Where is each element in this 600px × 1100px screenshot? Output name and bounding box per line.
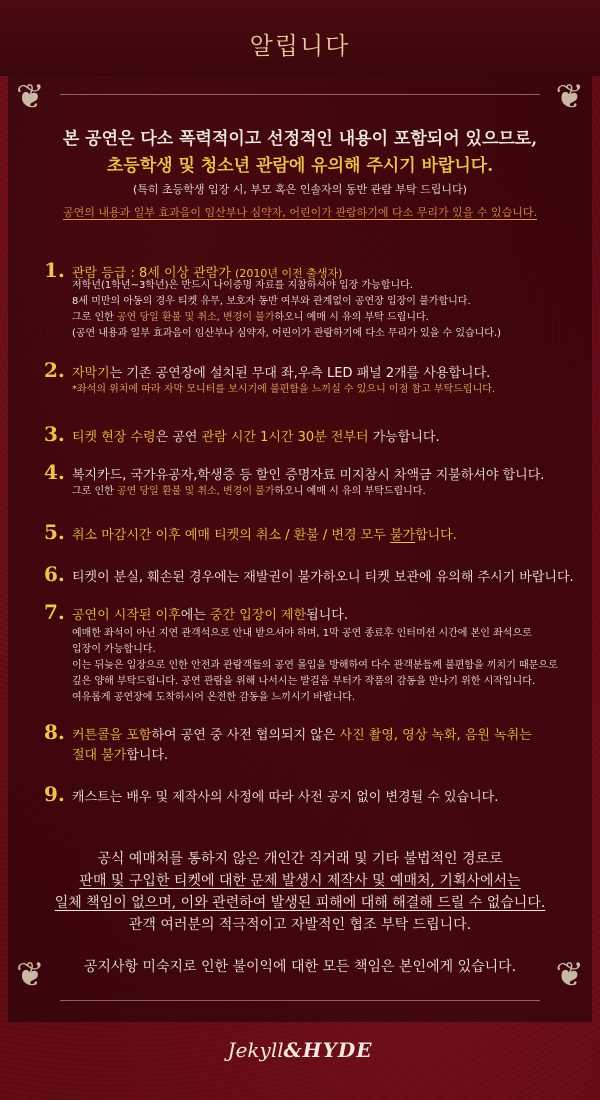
item-detail: 깊은 양해 부탁드립니다. 공연 관람을 위해 나서시는 발걸음 부터가 작품의 감동을 만나기 위한 시작입니다.	[72, 676, 536, 687]
item-number: 7.	[44, 600, 65, 624]
intro-line-1: 본 공연은 다소 폭력적이고 선정적인 내용이 포함되어 있으므로,	[62, 129, 538, 149]
item-detail: 여유롭게 공연장에 도착하시어 온전한 감동을 느끼시기 바랍니다.	[72, 692, 356, 703]
footer-line-3: 일체 책임이 없으며, 이와 관련하여 발생된 피해에 대해 해결해 드릴 수 없습니다.	[54, 895, 546, 911]
footer-line-4: 관객 여러분의 적극적이고 자발적인 협조 부탁 드립니다.	[128, 917, 472, 933]
top-right-ornament-icon: ❦	[555, 77, 584, 117]
item-heading: 복지카드, 국가유공자,학생증 등 할인 증명자료 미지참시 차액금 지불하셔야 합니다.	[72, 468, 545, 483]
header-bar	[0, 0, 600, 76]
item-number: 3.	[44, 422, 65, 446]
item-heading-cont: 절대 불가합니다.	[72, 748, 169, 763]
item-number: 4.	[44, 460, 65, 484]
intro-line-4: 공연의 내용과 일부 효과음이 임산부나 심약자, 어린이가 관람하기에 다소 무리가 있을 수 있습니다.	[63, 206, 537, 219]
page-title: 알립니다	[249, 32, 351, 60]
item-number: 5.	[44, 520, 65, 544]
item-heading: 공연이 시작된 이후에는 중간 입장이 제한됩니다.	[72, 608, 348, 623]
item-detail: 그로 인한 공연 당일 환불 및 취소, 변경이 불가하오니 예매 시 유의 부탁 드립니다.	[72, 312, 429, 323]
top-left-ornament-icon: ❦	[16, 77, 45, 117]
bottom-right-ornament-icon: ❦	[555, 955, 584, 995]
bottom-left-ornament-icon: ❦	[16, 955, 45, 995]
intro-line-2: 초등학생 및 청소년 관람에 유의해 주시기 바랍니다.	[106, 156, 494, 176]
item-number: 9.	[44, 782, 65, 806]
item-number: 1.	[44, 258, 65, 282]
item-heading: 취소 마감시간 이후 예매 티켓의 취소 / 환불 / 변경 모두 불가합니다.	[72, 528, 457, 543]
item-detail: 입장이 가능합니다.	[72, 644, 156, 655]
item-detail: 저학년(1학년~3학년)은 반드시 나이증명 자료를 지참하셔야 입장 가능합니다.	[72, 280, 413, 291]
item-heading: 관람 등급 : 8세 이상 관람가 (2010년 이전 출생자)	[72, 266, 343, 281]
item-heading: 자막기는 기존 공연장에 설치된 무대 좌,우측 LED 패널 2개를 사용합니다.	[72, 366, 491, 381]
intro-line-3: (특히 초등학생 입장 시, 부모 혹은 인솔자의 동반 관람 부탁 드립니다)	[133, 183, 467, 196]
item-heading: 커튼콜을 포함하여 공연 중 사전 협의되지 않은 사진 촬영, 영상 녹화, 음원 녹취는	[72, 728, 532, 743]
footer-line-5: 공지사항 미숙지로 인한 불이익에 대한 모든 책임은 본인에게 있습니다.	[83, 959, 517, 975]
item-detail: (공연 내용과 일부 효과음이 임산부나 심약자, 어린이가 관람하기에 다소 무리가 있을 수 있습니다.)	[72, 328, 502, 339]
item-detail: 예매한 좌석이 아닌 지연 관객석으로 안내 받으셔야 하며, 1막 공연 종료후 인터미션 시간에 본인 좌석으로	[72, 628, 532, 639]
item-detail: 8세 미만의 아동의 경우 티켓 유무, 보호자 동반 여부와 관계없이 공연장 입장이 불가합니다.	[72, 296, 471, 307]
item-heading: 캐스트는 배우 및 제작사의 사정에 따라 사전 공지 없이 변경될 수 있습니다.	[72, 790, 499, 805]
bottom-divider	[60, 1000, 540, 1001]
top-divider	[60, 94, 540, 95]
footer-line-2: 판매 및 구입한 티켓에 대한 문제 발생시 제작사 및 예매처, 기획사에서는	[79, 873, 521, 889]
footer-line-1: 공식 예매처를 통하지 않은 개인간 직거래 및 기타 불법적인 경로로	[97, 851, 503, 867]
item-number: 8.	[44, 720, 65, 744]
item-detail: *좌석의 위치에 따라 자막 모니터를 보시기에 불편함을 느끼실 수 있으니 이점 참고 부탁드립니다.	[72, 384, 496, 395]
item-number: 6.	[44, 562, 65, 586]
item-heading: 티켓이 분실, 훼손된 경우에는 재발권이 불가하오니 티켓 보관에 유의해 주시기 바랍니다.	[72, 570, 574, 585]
item-detail: 그로 인한 공연 당일 환불 및 취소, 변경이 불가하오니 예매 시 유의 부탁드립니다.	[72, 486, 426, 497]
item-detail: 이는 뒤늦은 입장으로 인한 안전과 관람객들의 공연 몰입을 방해하여 다수 관객분들께 불편함을 끼치기 때문으로	[72, 660, 558, 671]
show-logo: Jekyll&HYDE	[227, 1038, 373, 1062]
item-heading: 티켓 현장 수령은 공연 관람 시간 1시간 30분 전부터 가능합니다.	[72, 430, 440, 445]
item-number: 2.	[44, 358, 65, 382]
